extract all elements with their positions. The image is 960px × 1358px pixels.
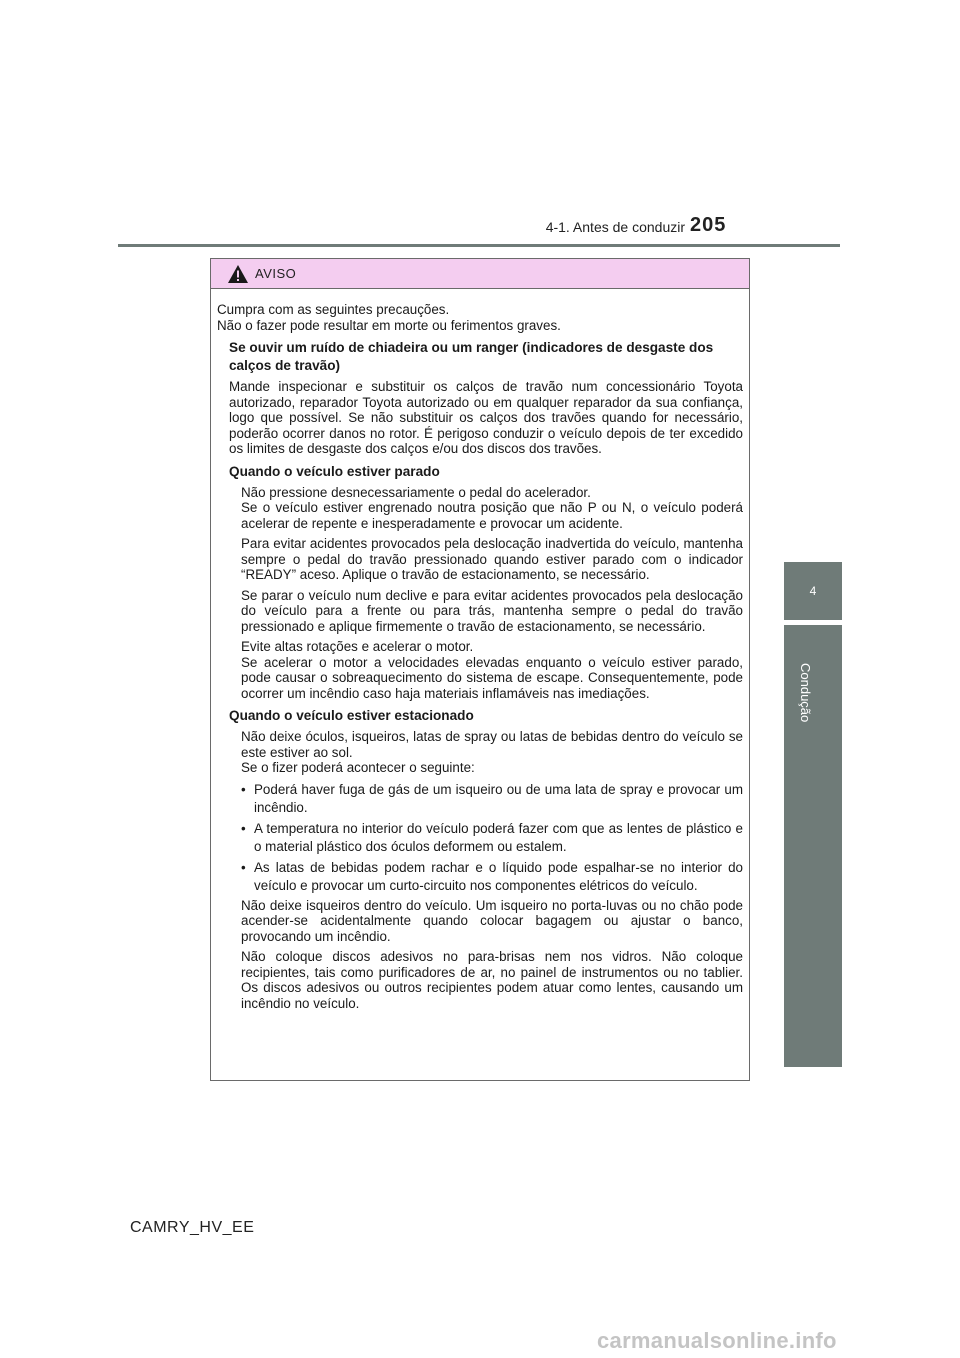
warning-header <box>211 259 749 289</box>
paragraph: Para evitar acidentes provocados pela deslocação inadvertida do veículo, mantenha sempre o pedal do travão pressionado quando estiver parado com o indicador “READY” aceso. Aplique o travão de estacionamento, se necessário. <box>241 536 743 582</box>
bullet-list <box>241 781 743 895</box>
paragraph <box>241 485 743 532</box>
warning-section <box>217 707 743 1011</box>
warning-box <box>210 258 750 1081</box>
warning-title: AVISO <box>255 266 297 281</box>
warning-body <box>211 289 749 1011</box>
section-heading: Quando o veículo estiver parado <box>229 463 440 479</box>
paragraph: Não coloque discos adesivos no para-brisas nem nos vidros. Não coloque recipientes, tais como purificadores de ar, no painel de instrumentos ou no tablier. Os discos adesivos ou outros recipientes podem atuar como lentes, causando um incêndio no veículo. <box>241 949 743 1011</box>
paragraph: Se parar o veículo num declive e para evitar acidentes provocados pela deslocação do veículo para a frente ou para trás, mantenha sempre o pedal do travão pressionado e aplique firmemente o travão de estacionamento, se necessário. <box>241 587 743 634</box>
list-item: • A temperatura no interior do veículo poderá fazer com que as lentes de plástico e o material plástico dos óculos deformem ou estalem. <box>241 820 743 856</box>
chapter-tab-number: 4 <box>784 562 842 620</box>
paragraph: Não deixe isqueiros dentro do veículo. Um isqueiro no porta-luvas ou no chão pode acender-se acidentalmente quando colocar bagagem ou ajustar o banco, provocando um incêndio. <box>241 897 743 944</box>
warning-section <box>217 463 743 702</box>
chapter-tab <box>784 625 842 1067</box>
list-item: • Poderá haver fuga de gás de um isqueiro ou de uma lata de spray e provocar um incêndio. <box>241 781 743 817</box>
watermark: carmanualsonline.info <box>597 1328 837 1353</box>
paragraph-line: Se acelerar o motor a velocidades elevadas enquanto o veículo estiver parado, pode causar o sobreaquecimento do sistema de escape. Consequentemente, pode ocorrer um incêndio caso haja materiais inflamáveis nas imediações. <box>241 654 743 701</box>
section-title: 4-1. Antes de conduzir <box>545 219 685 235</box>
paragraph-line: Se o veículo estiver engrenado noutra posição que não P ou N, o veículo poderá acelerar de repente e inesperadamente e provocar um acidente. <box>241 500 743 531</box>
list-item: • As latas de bebidas podem rachar e o líquido pode espalhar-se no interior do veículo e provocar um curto-circuito nos componentes elétricos do veículo. <box>241 859 743 895</box>
paragraph <box>241 729 743 776</box>
section-heading: Se ouvir um ruído de chiadeira ou um ranger (indicadores de desgaste dos calços de travão) <box>229 340 714 373</box>
intro-line: Cumpra com as seguintes precauções. <box>217 302 450 317</box>
paragraph-line: Não deixe óculos, isqueiros, latas de spray ou latas de bebidas dentro do veículo se este estiver ao sol. <box>241 729 743 760</box>
paragraph: Mande inspecionar e substituir os calços de travão num concessionário Toyota autorizado, reparador Toyota autorizado ou em qualquer reparador da sua confiança, logo que possível. Se não substituir os calços dos travões quando for necessário, poderão ocorrer danos no rotor. É perigoso conduzir o veículo depois de ter excedido os limites de desgaste dos calços e/ou dos discos dos travões. <box>229 379 743 456</box>
warning-triangle-icon <box>227 264 249 284</box>
paragraph-line: Não pressione desnecessariamente o pedal do acelerador. <box>241 484 591 500</box>
page-number: 205 <box>690 214 727 236</box>
paragraph-line: Evite altas rotações e acelerar o motor. <box>241 639 474 654</box>
chapter-tab-label: Condução <box>798 663 813 723</box>
document-code: CAMRY_HV_EE <box>130 1219 255 1236</box>
warning-intro <box>217 302 743 333</box>
intro-line: Não o fazer pode resultar em morte ou ferimentos graves. <box>217 317 561 333</box>
warning-section <box>217 339 743 457</box>
paragraph-line: Se o fizer poderá acontecer o seguinte: <box>241 760 475 775</box>
section-heading: Quando o veículo estiver estacionado <box>229 708 474 723</box>
paragraph <box>241 639 743 701</box>
header-rule <box>118 244 840 247</box>
